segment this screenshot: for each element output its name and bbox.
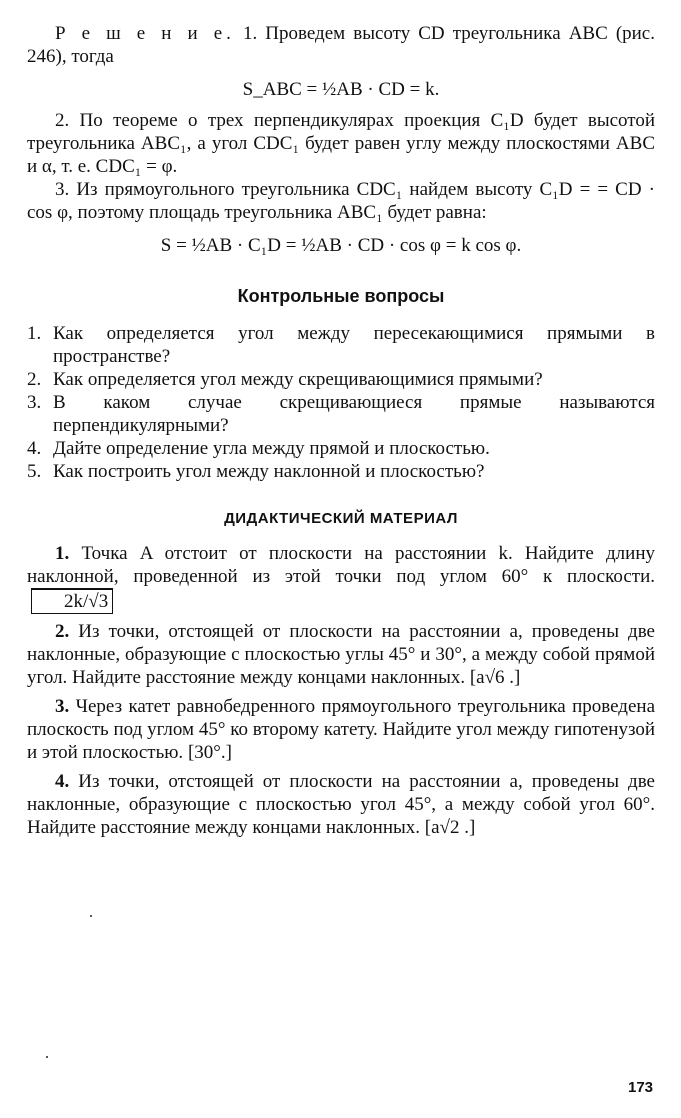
- formula-2: S = ½AB · C₁D = ½AB · CD · cos φ = k cos φ.: [160, 235, 522, 256]
- list-item: 1. Как определяется угол между пересекающимися прямыми в пространстве?: [27, 323, 655, 367]
- control-questions-list: [27, 322, 655, 483]
- page-number: 173: [628, 1079, 654, 1096]
- page: [27, 22, 655, 839]
- formula-area-abc: [27, 78, 655, 101]
- control-questions-title: Контрольные вопросы: [237, 286, 445, 306]
- didactic-material-title: ДИДАКТИЧЕСКИЙ МАТЕРИАЛ: [224, 510, 458, 527]
- list-item: 5. Как построить угол между наклонной и плоскостью?: [27, 461, 485, 482]
- solution-step-3: 3. Из прямоугольного треугольника CDC₁ найдем высоту C₁D = = CD · cos φ, поэтому площадь треугольника ABC₁ будет равна:: [27, 179, 655, 223]
- problem-3-answer: [30°.]: [187, 742, 232, 763]
- problem-4: 4. Из точки, отстоящей от плоскости на расстоянии a, проведены две наклонные, образующие с плоскостью угол 45°, а между собой угол 60°. Найдите расстояние между концами наклонных. [a√2 .]: [27, 771, 655, 838]
- problem-4-answer: [a√2 .]: [424, 817, 476, 838]
- problem-1: 1. Точка A отстоит от плоскости на расстоянии k. Найдите длину наклонной, проведенной из этой точки под углом 60° к плоскости. 2k/√3: [27, 543, 655, 612]
- solution-label: Р е ш е н и е.: [55, 23, 235, 44]
- solution-step-2: 2. По теореме о трех перпендикулярах проекция C₁D будет высотой треугольника ABC₁, а угол CDC₁ будет равен углу между плоскостями ABC и α, т. е. CDC₁ = φ.: [27, 110, 655, 177]
- problem-2-answer: [a√6 .]: [469, 667, 521, 688]
- speck: [46, 1056, 48, 1058]
- problem-3: 3. Через катет равнобедренного прямоугольного треугольника проведена плоскость под углом 45° ко второму катету. Найдите угол между гипотенузой и этой плоскостью. [30°.]: [27, 696, 655, 763]
- problem-1-answer: 2k/√3: [31, 588, 113, 614]
- formula-1: S_ABC = ½AB · CD = k.: [242, 79, 440, 100]
- list-item: 2. Как определяется угол между скрещивающимися прямыми?: [27, 369, 543, 390]
- speck: [90, 915, 92, 917]
- list-item: 3. В каком случае скрещивающиеся прямые называются перпендикулярными?: [27, 392, 655, 436]
- problem-2: 2. Из точки, отстоящей от плоскости на расстоянии a, проведены две наклонные, образующие с плоскостью углы 45° и 30°, а между собой прямой угол. Найдите расстояние между концами наклонных. [a√6 .]: [27, 621, 655, 688]
- formula-area-abc1: [27, 234, 655, 257]
- solution-step-1-text: 1. Проведем высоту CD треугольника ABC (рис. 246), тогда: [27, 23, 655, 67]
- solution-step-1: [27, 22, 655, 68]
- list-item: 4. Дайте определение угла между прямой и плоскостью.: [27, 438, 490, 459]
